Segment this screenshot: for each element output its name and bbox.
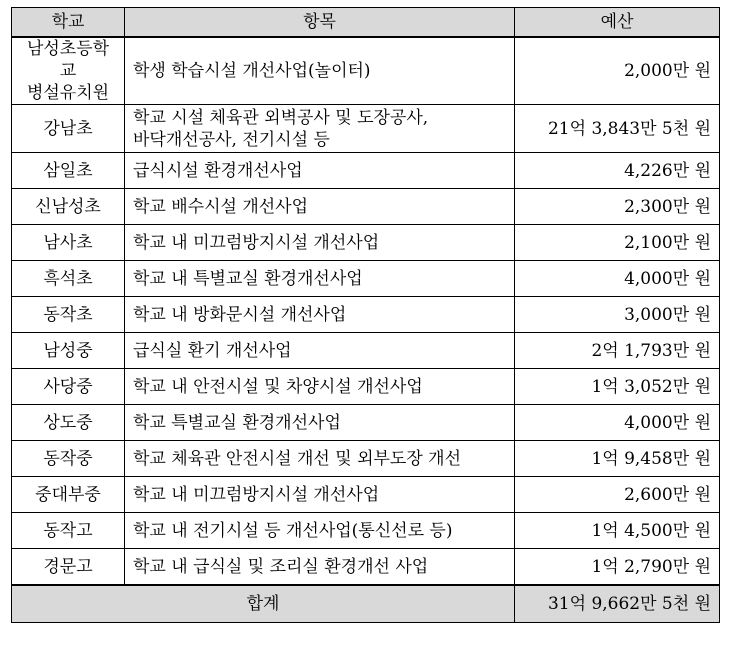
school-name: 삼일초 xyxy=(43,160,93,181)
school-cell xyxy=(12,549,125,586)
school-cell xyxy=(12,37,125,105)
budget-cell: 2,100만 원 xyxy=(515,225,720,261)
item-text: 급식실 환기 개선사업 xyxy=(133,340,292,361)
item-text: 학교 체육관 안전시설 개선 및 외부도장 개선 xyxy=(133,448,462,469)
total-budget: 31억 9,662만 5천 원 xyxy=(515,585,720,623)
item-text: 학교 내 미끄럼방지시설 개선사업 xyxy=(133,484,380,505)
school-cell xyxy=(12,333,125,369)
total-label: 합계 xyxy=(12,585,515,623)
school-cell xyxy=(12,189,125,225)
budget-cell: 2,000만 원 xyxy=(515,37,720,105)
school-cell xyxy=(12,225,125,261)
school-cell xyxy=(12,153,125,189)
school-name: 강남초 xyxy=(43,118,93,139)
item-cell xyxy=(125,297,515,333)
school-cell xyxy=(12,297,125,333)
school-name: 상도중 xyxy=(43,412,93,433)
table-row xyxy=(12,225,720,261)
table-row xyxy=(12,153,720,189)
item-cell xyxy=(125,441,515,477)
item-cell xyxy=(125,189,515,225)
budget-cell: 1억 9,458만 원 xyxy=(515,441,720,477)
school-cell xyxy=(12,261,125,297)
budget-cell: 4,000만 원 xyxy=(515,261,720,297)
item-cell xyxy=(125,261,515,297)
school-name: 동작중 xyxy=(43,448,93,469)
total-row xyxy=(12,585,720,623)
item-text: 학교 시설 체육관 외벽공사 및 도장공사, xyxy=(133,107,429,128)
table-row xyxy=(12,297,720,333)
item-cell xyxy=(125,37,515,105)
header-row xyxy=(12,8,720,38)
school-cell xyxy=(12,441,125,477)
school-cell xyxy=(12,513,125,549)
item-text: 학교 내 방화문시설 개선사업 xyxy=(133,304,347,325)
item-text: 학교 특별교실 환경개선사업 xyxy=(133,412,341,433)
header-school: 학교 xyxy=(12,8,125,38)
budget-cell: 3,000만 원 xyxy=(515,297,720,333)
budget-cell: 1억 4,500만 원 xyxy=(515,513,720,549)
table-row xyxy=(12,513,720,549)
item-text: 급식시설 환경개선사업 xyxy=(133,160,303,181)
item-text: 학교 내 미끄럼방지시설 개선사업 xyxy=(133,232,380,253)
item-cell xyxy=(125,105,515,153)
school-name: 경문고 xyxy=(43,556,93,577)
item-cell xyxy=(125,333,515,369)
budget-cell: 1억 3,052만 원 xyxy=(515,369,720,405)
table-row xyxy=(12,405,720,441)
header-budget: 예산 xyxy=(515,8,720,38)
table-row xyxy=(12,477,720,513)
table-row xyxy=(12,37,720,105)
school-name: 남사초 xyxy=(43,232,93,253)
budget-cell: 2억 1,793만 원 xyxy=(515,333,720,369)
school-name: 동작고 xyxy=(43,520,93,541)
item-cell xyxy=(125,225,515,261)
budget-cell: 4,000만 원 xyxy=(515,405,720,441)
budget-cell: 1억 2,790만 원 xyxy=(515,549,720,586)
item-text: 학교 내 급식실 및 조리실 환경개선 사업 xyxy=(133,556,429,577)
school-cell xyxy=(12,405,125,441)
item-text: 학교 내 전기시설 등 개선사업(통신선로 등) xyxy=(133,520,453,541)
item-text: 학교 내 특별교실 환경개선사업 xyxy=(133,268,363,289)
school-name: 신남성초 xyxy=(35,196,101,217)
table-row xyxy=(12,369,720,405)
item-text: 학교 배수시설 개선사업 xyxy=(133,196,309,217)
item-text: 학생 학습시설 개선사업(놀이터) xyxy=(133,61,371,81)
item-cell xyxy=(125,153,515,189)
school-name: 사당중 xyxy=(43,376,93,397)
school-name: 중대부중 xyxy=(35,484,101,505)
school-name: 남성중 xyxy=(43,340,93,361)
table-row xyxy=(12,549,720,586)
table-row xyxy=(12,261,720,297)
budget-cell: 4,226만 원 xyxy=(515,153,720,189)
table-row xyxy=(12,441,720,477)
school-name: 병설유치원 xyxy=(26,83,110,103)
budget-table xyxy=(11,7,720,623)
header-item: 항목 xyxy=(125,8,515,38)
school-name: 동작초 xyxy=(43,304,93,325)
table-row xyxy=(12,105,720,153)
table-row xyxy=(12,189,720,225)
school-name: 남성초등학교 xyxy=(26,39,110,81)
budget-cell: 21억 3,843만 5천 원 xyxy=(515,105,720,153)
item-cell xyxy=(125,405,515,441)
school-name: 흑석초 xyxy=(43,268,93,289)
item-cell xyxy=(125,477,515,513)
item-text: 바닥개선공사, 전기시설 등 xyxy=(133,129,330,150)
item-cell xyxy=(125,513,515,549)
item-cell xyxy=(125,369,515,405)
item-cell xyxy=(125,549,515,586)
budget-cell: 2,300만 원 xyxy=(515,189,720,225)
school-cell xyxy=(12,369,125,405)
school-cell xyxy=(12,477,125,513)
budget-cell: 2,600만 원 xyxy=(515,477,720,513)
table-row xyxy=(12,333,720,369)
item-text: 학교 내 안전시설 및 차양시설 개선사업 xyxy=(133,376,423,397)
school-cell xyxy=(12,105,125,153)
